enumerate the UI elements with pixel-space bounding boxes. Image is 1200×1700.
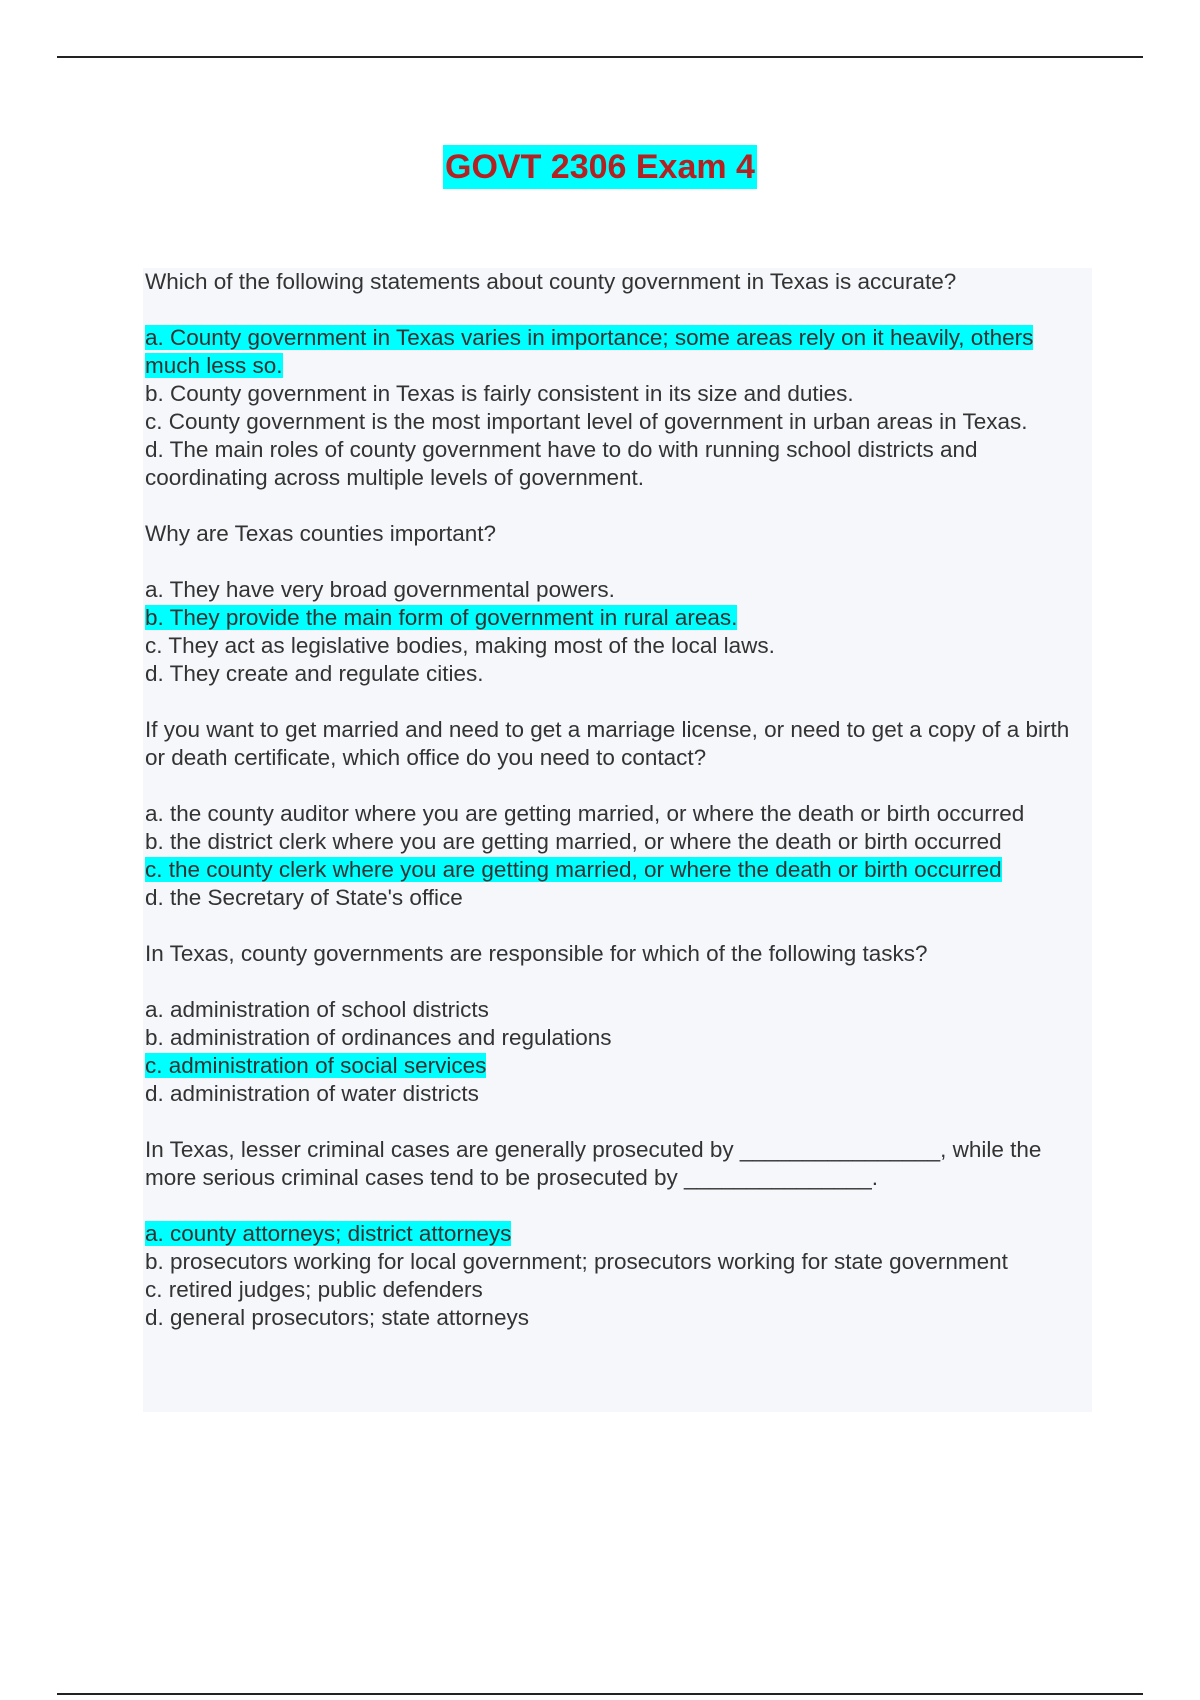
answer-option-b: b. administration of ordinances and regulations: [145, 1025, 612, 1050]
correct-answer-highlight: a. County government in Texas varies in importance; some areas rely on it heavily, others much less so.: [145, 325, 1034, 378]
spacer: [145, 772, 1085, 800]
question-block-3: [145, 716, 1085, 912]
answer-option-a: [145, 1220, 1085, 1248]
answer-option-b: b. County government in Texas is fairly consistent in its size and duties.: [145, 381, 854, 406]
answer-option-b: b. the district clerk where you are getting married, or where the death or birth occurred: [145, 829, 1002, 854]
answer-option-b: b. prosecutors working for local government; prosecutors working for state government: [145, 1249, 1008, 1274]
spacer: [145, 912, 1085, 940]
answer-option-b: [145, 604, 1085, 632]
answer-option-d: d. They create and regulate cities.: [145, 661, 484, 686]
correct-answer-highlight: c. administration of social services: [145, 1053, 487, 1078]
question-panel: [143, 268, 1092, 1412]
spacer: [145, 688, 1085, 716]
spacer: [145, 1192, 1085, 1220]
answer-option-a: a. the county auditor where you are getting married, or where the death or birth occurred: [145, 801, 1025, 826]
answer-option-d: d. administration of water districts: [145, 1081, 479, 1106]
answer-option-c: c. County government is the most important level of government in urban areas in Texas.: [145, 409, 1028, 434]
answer-option-d: d. general prosecutors; state attorneys: [145, 1305, 529, 1330]
spacer: [145, 1108, 1085, 1136]
question-text: In Texas, lesser criminal cases are generally prosecuted by ________________, while the more serious criminal cases tend to be prosecuted by _______________.: [145, 1137, 1042, 1190]
answer-option-c: [145, 1052, 1085, 1080]
answer-option-a: [145, 324, 1085, 380]
correct-answer-highlight: a. county attorneys; district attorneys: [145, 1221, 512, 1246]
question-block-4: [145, 940, 1085, 1108]
spacer: [145, 548, 1085, 576]
question-text: Which of the following statements about county government in Texas is accurate?: [145, 269, 957, 294]
question-text: In Texas, county governments are responsible for which of the following tasks?: [145, 941, 928, 966]
question-block-2: [145, 520, 1085, 688]
answer-option-c: c. They act as legislative bodies, making most of the local laws.: [145, 633, 775, 658]
question-block-5: [145, 1136, 1085, 1332]
question-text: Why are Texas counties important?: [145, 521, 497, 546]
document-title: GOVT 2306 Exam 4: [443, 145, 757, 189]
spacer: [145, 968, 1085, 996]
answer-option-a: a. administration of school districts: [145, 997, 489, 1022]
spacer: [145, 296, 1085, 324]
question-block-1: [145, 268, 1085, 492]
correct-answer-highlight: b. They provide the main form of government in rural areas.: [145, 605, 738, 630]
answer-option-d: d. the Secretary of State's office: [145, 885, 463, 910]
spacer: [145, 492, 1085, 520]
answer-option-c: c. retired judges; public defenders: [145, 1277, 483, 1302]
answer-option-a: a. They have very broad governmental powers.: [145, 577, 615, 602]
question-text: If you want to get married and need to get a marriage license, or need to get a copy of a birth or death certificate, which office do you need to contact?: [145, 717, 1070, 770]
title-area: [0, 145, 1200, 189]
answer-option-d: d. The main roles of county government have to do with running school districts and coordinating across multiple levels of government.: [145, 437, 978, 490]
answer-option-c: [145, 856, 1085, 884]
top-rule: [57, 56, 1143, 58]
bottom-rule: [57, 1693, 1143, 1695]
question-list: [145, 268, 1085, 1332]
correct-answer-highlight: c. the county clerk where you are getting married, or where the death or birth occurred: [145, 857, 1002, 882]
